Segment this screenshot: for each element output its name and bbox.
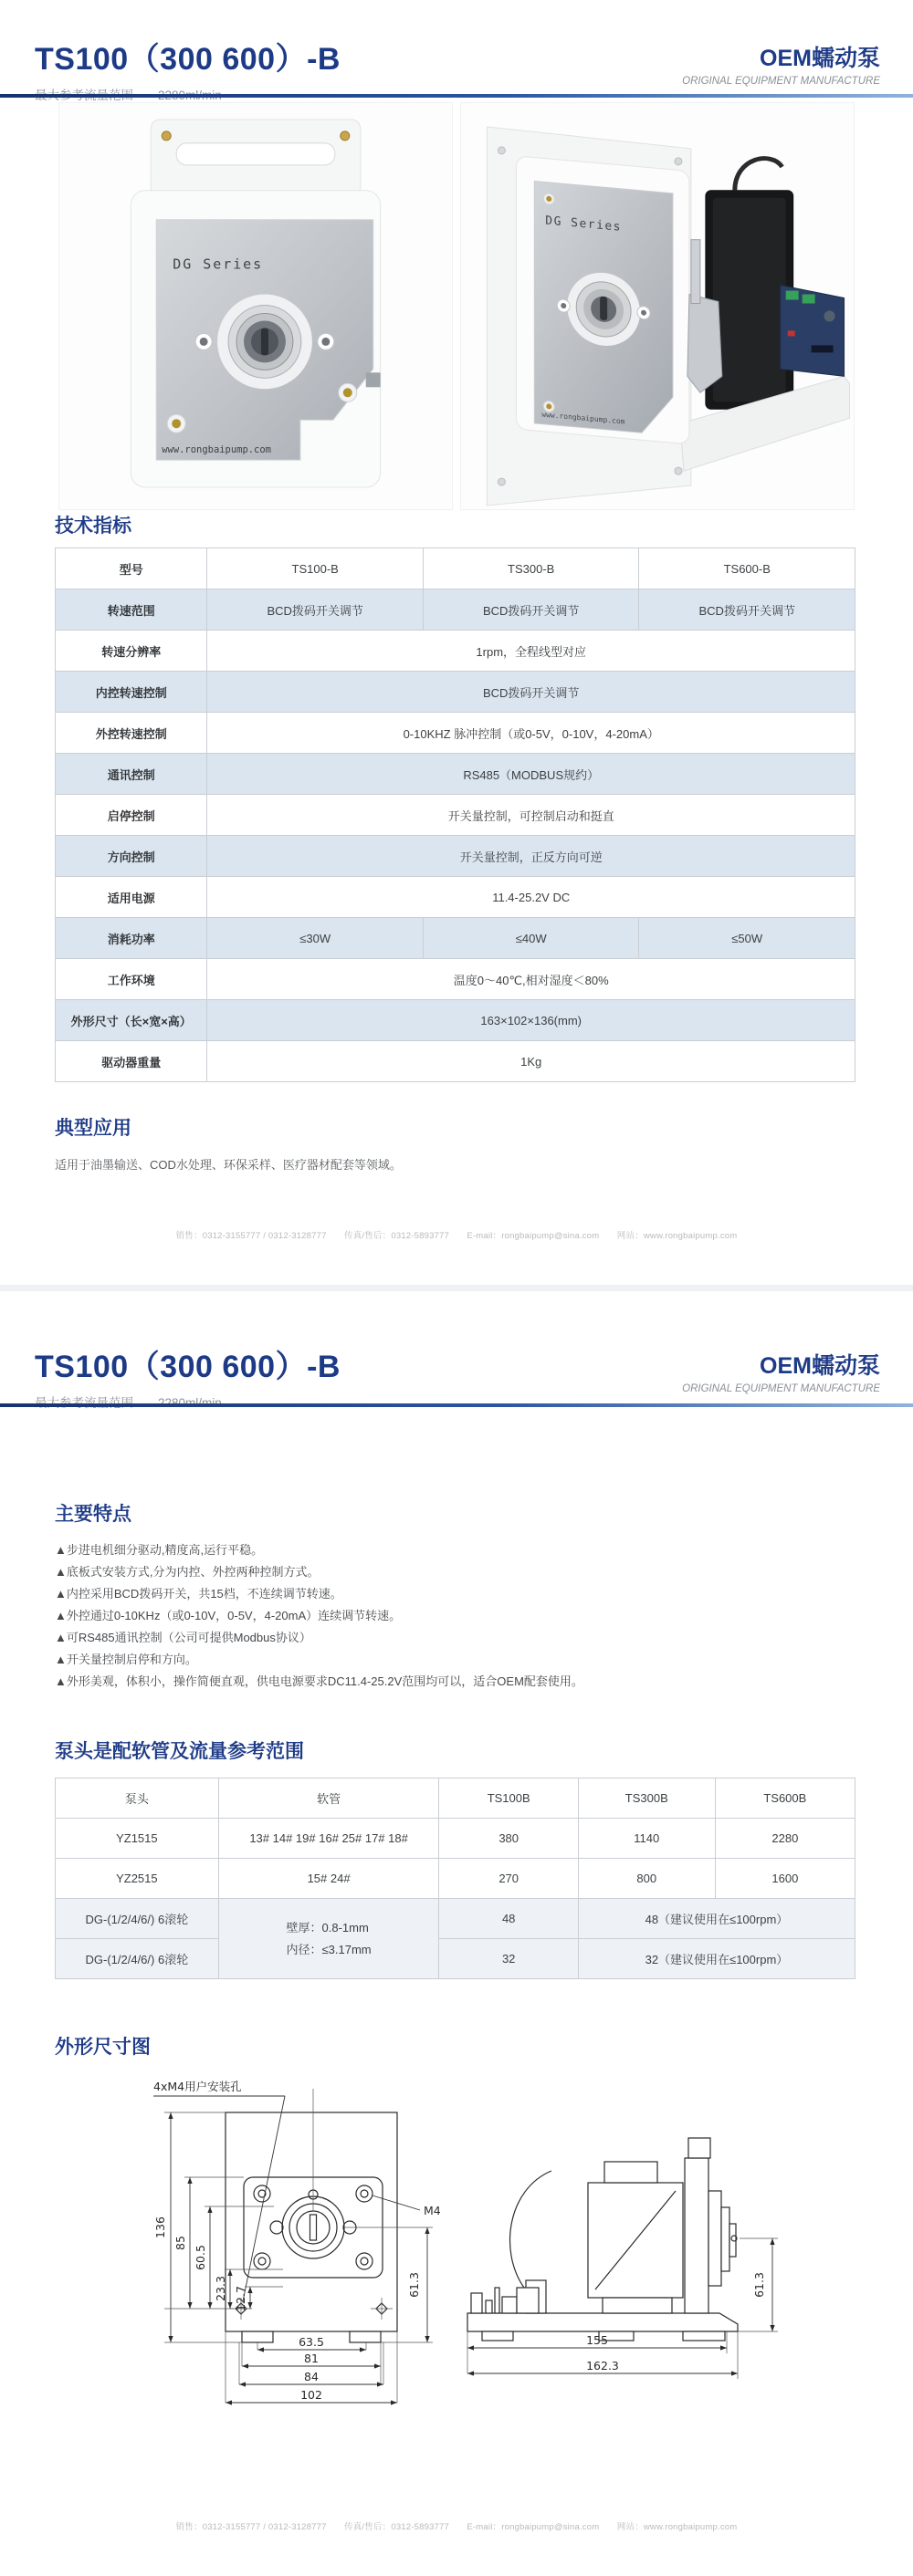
dim-61-3-front: 61.3 — [407, 2272, 421, 2298]
pump-row — [56, 1819, 855, 1859]
dim-23-3: 23.3 — [214, 2276, 227, 2301]
header-divider — [0, 1403, 913, 1407]
pump-cell: 1600 — [715, 1859, 855, 1899]
spec-row — [56, 589, 855, 631]
spec-label: 方向控制 — [56, 836, 207, 877]
spec-label: 启停控制 — [56, 795, 207, 836]
pump-header-row — [56, 1778, 855, 1819]
pump-row — [56, 1939, 855, 1979]
drawing-heading: 外形尺寸图 — [55, 2037, 151, 2058]
m4-label: M4 — [424, 2204, 441, 2217]
pump-col-header: TS300B — [578, 1778, 715, 1819]
pump-section-heading: 泵头是配软管及流量参考范围 — [55, 1741, 304, 1762]
pump-cell: DG-(1/2/4/6/) 6滚轮 — [56, 1899, 219, 1939]
side-view — [467, 2138, 778, 2379]
header-left — [35, 1350, 341, 1411]
pump-tube-merged-cell — [218, 1899, 439, 1979]
spec-cell: 开关量控制，可控制启动和挺直 — [207, 795, 855, 836]
pump-front-illustration — [59, 103, 452, 509]
feature-item: ▲外控通过0-10KHz（或0-10V，0-5V，4-20mA）连续调节转速。 — [55, 1609, 402, 1622]
page-title: TS100（300 600）-B — [35, 1350, 341, 1384]
page-header — [35, 1350, 880, 1411]
photo-series-label-2: DG Series — [545, 214, 622, 235]
spec-cell: 1Kg — [207, 1041, 855, 1082]
spec-cell: BCD拨码开关调节 — [639, 589, 855, 631]
spec-cell: BCD拨码开关调节 — [207, 672, 855, 713]
spec-row — [56, 631, 855, 672]
spec-cell: TS300-B — [423, 548, 639, 589]
spec-table — [55, 548, 855, 1082]
spec-label: 外控转速控制 — [56, 713, 207, 754]
brand-name: OEM蠕动泵 — [760, 1353, 880, 1379]
page-title: TS100（300 600）-B — [35, 42, 341, 77]
pump-col-header: 泵头 — [56, 1778, 219, 1819]
spec-cell: 1rpm，全程线型对应 — [207, 631, 855, 672]
spec-cell: ≤30W — [207, 918, 424, 959]
dim-85: 85 — [173, 2236, 187, 2250]
spec-row — [56, 548, 855, 589]
pump-cell: YZ2515 — [56, 1859, 219, 1899]
pump-col-header: 软管 — [218, 1778, 439, 1819]
page-subtitle — [35, 1392, 341, 1411]
feature-item: ▲可RS485通讯控制（公司可提供Modbus协议） — [55, 1631, 311, 1644]
spec-label: 消耗功率 — [56, 918, 207, 959]
pump-note-cell: 32（建议使用在≤100rpm） — [578, 1939, 855, 1979]
spec-row — [56, 754, 855, 795]
page-footer: 销售：0312-3155777 / 0312-3128777 传真/售后：0312-5893777 E-mail：rongbaipump@sina.com 网站：www.rongbaipump.com — [175, 1231, 738, 1241]
spec-cell: 0-10KHZ 脉冲控制（或0-5V，0-10V，4-20mA） — [207, 713, 855, 754]
dim-162-3: 162.3 — [586, 2359, 619, 2373]
dim-136: 136 — [153, 2216, 167, 2238]
features-heading: 主要特点 — [55, 1504, 131, 1525]
spec-cell: 温度0～40℃,相对湿度＜80% — [207, 959, 855, 1000]
header-divider — [0, 94, 913, 98]
dim-60-5: 60.5 — [194, 2245, 207, 2270]
page-break — [0, 1285, 913, 1291]
pump-table-wrap — [55, 1778, 855, 1979]
product-photos — [58, 102, 855, 510]
photo-website-label-2: www.rongbaipump.com — [541, 410, 625, 426]
mount-hole-label: 4xM4用户安装孔 — [153, 2080, 242, 2093]
dim-61-3-side: 61.3 — [752, 2272, 766, 2298]
pump-cell: 800 — [578, 1859, 715, 1899]
dim-12-7: 12.7 — [234, 2286, 247, 2311]
feature-item: ▲步进电机细分驱动,精度高,运行平稳。 — [55, 1543, 264, 1557]
spec-cell: BCD拨码开关调节 — [207, 589, 424, 631]
pump-col-header: TS100B — [439, 1778, 578, 1819]
spec-section-heading: 技术指标 — [55, 516, 131, 537]
brand-name: OEM蠕动泵 — [760, 46, 880, 71]
applications-text: 适用于油墨输送、COD水处理、环保采样、医疗器材配套等领域。 — [55, 1158, 402, 1172]
spec-cell: 11.4-25.2V DC — [207, 877, 855, 918]
product-photo-front — [58, 102, 453, 510]
product-photo-side — [460, 102, 855, 510]
dim-102: 102 — [300, 2388, 322, 2402]
feature-item: ▲外形美观，体积小，操作简便直观，供电电源要求DC11.4-25.2V范围均可以，适合OEM配套使用。 — [55, 1674, 583, 1688]
front-view — [153, 2080, 441, 2403]
spec-label: 外形尺寸（长×宽×高） — [56, 1000, 207, 1041]
pump-cell: 32 — [439, 1939, 578, 1979]
brand-tagline: ORIGINAL EQUIPMENT MANUFACTURE — [682, 76, 880, 87]
spec-label: 适用电源 — [56, 877, 207, 918]
pump-cell: 2280 — [715, 1819, 855, 1859]
pump-row — [56, 1859, 855, 1899]
pump-row — [56, 1899, 855, 1939]
spec-cell: TS600-B — [639, 548, 855, 589]
spec-cell: ≤40W — [423, 918, 639, 959]
brand-block — [682, 42, 880, 87]
spec-cell: RS485（MODBUS规约） — [207, 754, 855, 795]
dimension-drawing-svg — [55, 2063, 856, 2439]
spec-table-wrap — [55, 548, 855, 1082]
applications-heading: 典型应用 — [55, 1118, 131, 1139]
spec-label: 驱动器重量 — [56, 1041, 207, 1082]
pump-cell: 1140 — [578, 1819, 715, 1859]
pump-cell: 13# 14# 19# 16# 25# 17# 18# — [218, 1819, 439, 1859]
dimension-drawing — [55, 2063, 856, 2439]
spec-row — [56, 1000, 855, 1041]
dim-81: 81 — [304, 2352, 319, 2365]
pump-table — [55, 1778, 855, 1979]
spec-row — [56, 959, 855, 1000]
pump-cell: 380 — [439, 1819, 578, 1859]
spec-label: 内控转速控制 — [56, 672, 207, 713]
spec-row — [56, 836, 855, 877]
spec-row — [56, 672, 855, 713]
spec-cell: 163×102×136(mm) — [207, 1000, 855, 1041]
pump-side-illustration — [461, 103, 854, 509]
pump-note-cell: 48（建议使用在≤100rpm） — [578, 1899, 855, 1939]
pump-cell: 15# 24# — [218, 1859, 439, 1899]
dim-63-5: 63.5 — [299, 2335, 324, 2349]
pump-col-header: TS600B — [715, 1778, 855, 1819]
features-list — [55, 1539, 583, 1693]
page-footer: 销售：0312-3155777 / 0312-3128777 传真/售后：0312-5893777 E-mail：rongbaipump@sina.com 网站：www.rongbaipump.com — [175, 2522, 738, 2532]
spec-row — [56, 877, 855, 918]
spec-cell: 开关量控制，正反方向可逆 — [207, 836, 855, 877]
tube-inner-diameter: 内径：≤3.17mm — [286, 1942, 372, 1956]
spec-label: 型号 — [56, 548, 207, 589]
photo-series-label: DG Series — [173, 256, 264, 273]
spec-label: 工作环境 — [56, 959, 207, 1000]
feature-item: ▲内控采用BCD拨码开关，共15档，不连续调节转速。 — [55, 1587, 342, 1601]
spec-row — [56, 795, 855, 836]
pump-cell: 270 — [439, 1859, 578, 1899]
page-2 — [0, 1291, 913, 2576]
spec-cell: TS100-B — [207, 548, 424, 589]
brand-tagline: ORIGINAL EQUIPMENT MANUFACTURE — [682, 1383, 880, 1394]
spec-label: 转速范围 — [56, 589, 207, 631]
feature-item: ▲开关量控制启停和方向。 — [55, 1653, 197, 1666]
spec-cell: BCD拨码开关调节 — [423, 589, 639, 631]
brand-block — [682, 1350, 880, 1394]
pump-cell: YZ1515 — [56, 1819, 219, 1859]
spec-row — [56, 713, 855, 754]
spec-label: 转速分辨率 — [56, 631, 207, 672]
spec-cell: ≤50W — [639, 918, 855, 959]
spec-label: 通讯控制 — [56, 754, 207, 795]
spec-row — [56, 918, 855, 959]
spec-row — [56, 1041, 855, 1082]
pump-cell: DG-(1/2/4/6/) 6滚轮 — [56, 1939, 219, 1979]
photo-website-label: www.rongbaipump.com — [162, 444, 271, 456]
feature-item: ▲底板式安装方式,分为内控、外控两种控制方式。 — [55, 1565, 320, 1579]
pump-cell: 48 — [439, 1899, 578, 1939]
tube-wall-thickness: 壁厚：0.8-1mm — [286, 1920, 369, 1935]
page-1 — [0, 0, 913, 1285]
dim-155: 155 — [586, 2333, 608, 2347]
dim-84: 84 — [304, 2370, 319, 2383]
